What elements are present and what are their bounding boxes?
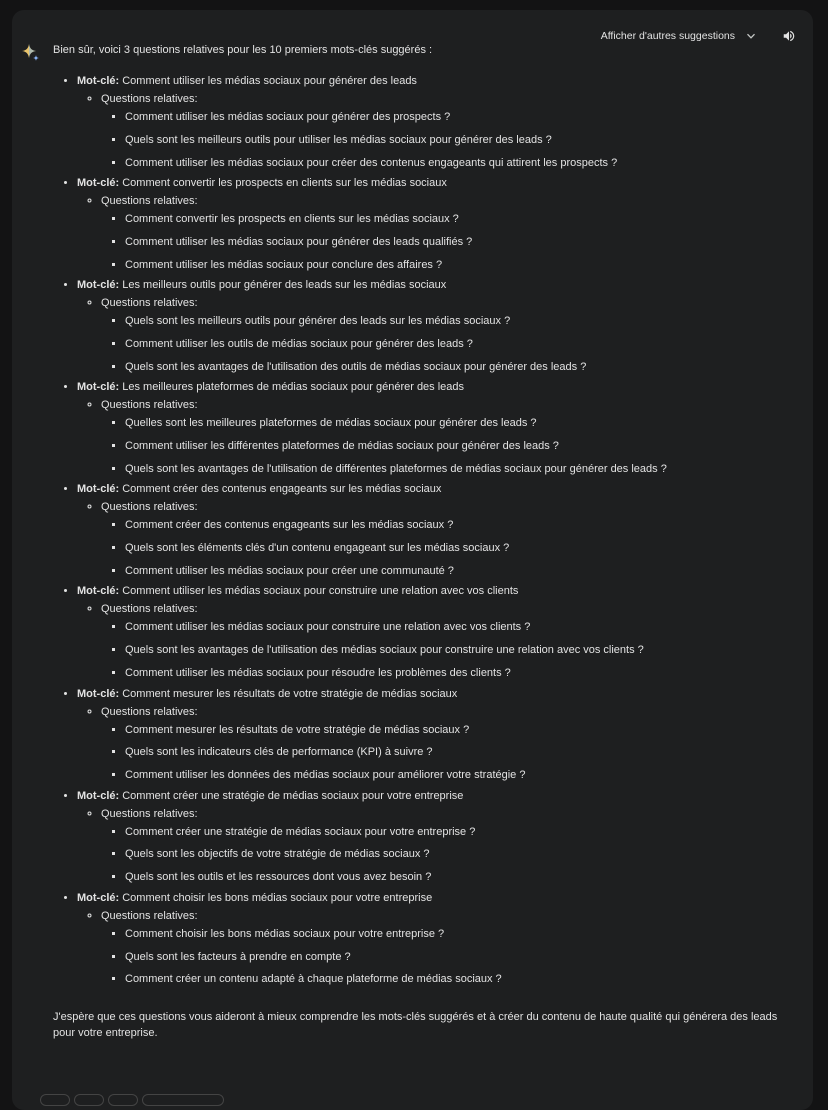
related-questions-group	[77, 807, 793, 886]
question-item: ▪ Comment utiliser les médias sociaux pour résoudre les problèmes des clients ?	[125, 666, 793, 681]
keyword-text: Les meilleurs outils pour générer des leads sur les médias sociaux	[122, 279, 447, 292]
keyword-item	[77, 789, 793, 886]
related-questions-group	[77, 500, 793, 579]
related-questions-group	[77, 909, 793, 988]
question-item: ▪ Quels sont les facteurs à prendre en compte ?	[125, 950, 793, 965]
keyword-text: Comment utiliser les médias sociaux pour construire une relation avec vos clients	[122, 585, 519, 598]
show-more-suggestions-button[interactable]	[595, 28, 763, 44]
related-questions	[101, 194, 793, 273]
question-item: ▪ Quels sont les avantages de l'utilisation des outils de médias sociaux pour générer des leads ?	[125, 360, 793, 375]
share-button[interactable]	[142, 1094, 224, 1106]
question-list	[101, 212, 793, 273]
question-item: ▪ Quels sont les meilleurs outils pour utiliser les médias sociaux pour générer des leads ?	[125, 133, 793, 148]
related-questions	[101, 602, 793, 681]
related-questions-label: Questions relatives:	[101, 705, 198, 718]
show-more-suggestions-label: Afficher d'autres suggestions	[600, 30, 735, 42]
keyword-text: Comment créer une stratégie de médias sociaux pour votre entreprise	[122, 789, 464, 802]
keyword-item	[77, 482, 793, 579]
question-list	[101, 825, 793, 886]
question-item: ▪ Comment utiliser les médias sociaux pour générer des leads qualifiés ?	[125, 235, 793, 250]
thumbs-down-button[interactable]	[74, 1094, 104, 1106]
keyword-prefix: Mot-clé:	[77, 789, 120, 802]
response-actions	[40, 1094, 224, 1106]
chevron-down-icon	[745, 30, 757, 42]
question-item: ▪ Quels sont les objectifs de votre stratégie de médias sociaux ?	[125, 847, 793, 862]
question-list	[101, 110, 793, 171]
keyword-item	[77, 278, 793, 375]
keyword-item	[77, 176, 793, 273]
related-questions-label: Questions relatives:	[101, 501, 198, 514]
keyword-prefix: Mot-clé:	[77, 687, 120, 700]
question-item: ▪ Comment utiliser les médias sociaux pour créer des contenus engageants qui attirent les prospects ?	[125, 156, 793, 171]
related-questions-label: Questions relatives:	[101, 93, 198, 105]
related-questions-label: Questions relatives:	[101, 399, 198, 412]
keyword-item	[77, 687, 793, 784]
question-item: ▪ Comment créer un contenu adapté à chaque plateforme de médias sociaux ?	[125, 972, 793, 987]
question-item: ▪ Comment utiliser les médias sociaux pour construire une relation avec vos clients ?	[125, 620, 793, 635]
related-questions-label: Questions relatives:	[101, 807, 198, 820]
keyword-text: Comment convertir les prospects en clients sur les médias sociaux	[122, 177, 447, 190]
question-item: ▪ Comment utiliser les médias sociaux pour créer une communauté ?	[125, 564, 793, 579]
keyword-item	[77, 891, 793, 988]
response-content	[53, 43, 793, 1041]
keyword-prefix: Mot-clé:	[77, 75, 120, 87]
related-questions-group	[77, 705, 793, 784]
keyword-line	[77, 687, 793, 702]
related-questions-group	[77, 194, 793, 273]
keyword-line	[77, 482, 793, 497]
keyword-line	[77, 278, 793, 293]
question-item: ▪ Quels sont les éléments clés d'un contenu engageant sur les médias sociaux ?	[125, 541, 793, 556]
question-list	[101, 518, 793, 579]
keyword-text: Comment choisir les bons médias sociaux pour votre entreprise	[122, 891, 433, 904]
gemini-sparkle-icon	[21, 43, 41, 63]
question-item: ▪ Comment créer des contenus engageants sur les médias sociaux ?	[125, 518, 793, 533]
keyword-line	[77, 176, 793, 191]
question-item: ▪ Comment créer une stratégie de médias sociaux pour votre entreprise ?	[125, 825, 793, 840]
related-questions-group	[77, 398, 793, 477]
question-list	[101, 927, 793, 988]
keyword-line	[77, 380, 793, 395]
question-item: ▪ Comment utiliser les outils de médias sociaux pour générer des leads ?	[125, 337, 793, 352]
question-item: ▪ Comment mesurer les résultats de votre stratégie de médias sociaux ?	[125, 723, 793, 738]
keyword-text: Les meilleures plateformes de médias sociaux pour générer des leads	[122, 381, 465, 394]
keyword-prefix: Mot-clé:	[77, 585, 120, 598]
question-list	[101, 314, 793, 375]
keyword-text: Comment créer des contenus engageants sur les médias sociaux	[122, 483, 442, 496]
keyword-text: Comment mesurer les résultats de votre stratégie de médias sociaux	[122, 687, 458, 700]
keyword-item	[77, 74, 793, 171]
question-list	[101, 416, 793, 477]
question-item: ▪ Comment choisir les bons médias sociaux pour votre entreprise ?	[125, 927, 793, 942]
related-questions	[101, 909, 793, 988]
related-questions	[101, 296, 793, 375]
related-questions	[101, 807, 793, 886]
keyword-prefix: Mot-clé:	[77, 177, 120, 190]
question-item: ▪ Comment utiliser les données des médias sociaux pour améliorer votre stratégie ?	[125, 768, 793, 783]
keyword-prefix: Mot-clé:	[77, 483, 120, 496]
question-item: ▪ Quels sont les meilleurs outils pour générer des leads sur les médias sociaux ?	[125, 314, 793, 329]
response-card	[12, 10, 813, 1110]
related-questions	[101, 705, 793, 784]
question-item: ▪ Quels sont les indicateurs clés de performance (KPI) à suivre ?	[125, 745, 793, 760]
keyword-text: Comment utiliser les médias sociaux pour générer des leads	[122, 75, 417, 87]
related-questions-label: Questions relatives:	[101, 909, 198, 922]
response-outro: J'espère que ces questions vous aideront à mieux comprendre les mots-clés suggérés et à créer du contenu de haute qualité qui générera des leads pour votre entreprise.	[53, 1011, 778, 1039]
related-questions-label: Questions relatives:	[101, 297, 198, 310]
keyword-prefix: Mot-clé:	[77, 279, 120, 292]
question-item: ▪ Comment utiliser les médias sociaux pour générer des prospects ?	[125, 110, 793, 125]
keyword-line	[77, 584, 793, 599]
related-questions-group	[77, 92, 793, 171]
question-item: ▪ Comment utiliser les différentes plateformes de médias sociaux pour générer des leads ?	[125, 439, 793, 454]
question-item: ▪ Comment convertir les prospects en clients sur les médias sociaux ?	[125, 212, 793, 227]
modify-response-button[interactable]	[108, 1094, 138, 1106]
related-questions-group	[77, 296, 793, 375]
question-list	[101, 620, 793, 681]
thumbs-up-button[interactable]	[40, 1094, 70, 1106]
related-questions	[101, 500, 793, 579]
related-questions-label: Questions relatives:	[101, 195, 198, 208]
keyword-item	[77, 380, 793, 477]
keyword-line	[77, 74, 793, 89]
question-item: ▪ Comment utiliser les médias sociaux pour conclure des affaires ?	[125, 258, 793, 273]
question-item: ▪ Quels sont les outils et les ressources dont vous avez besoin ?	[125, 870, 793, 885]
related-questions	[101, 398, 793, 477]
question-item: ▪ Quels sont les avantages de l'utilisation des médias sociaux pour construire une relation avec vos clients ?	[125, 643, 793, 658]
related-questions-label: Questions relatives:	[101, 603, 198, 616]
question-item: ▪ Quelles sont les meilleures plateformes de médias sociaux pour générer des leads ?	[125, 416, 793, 431]
volume-icon	[782, 29, 796, 43]
related-questions-group	[77, 602, 793, 681]
keyword-line	[77, 789, 793, 804]
keyword-line	[77, 891, 793, 906]
question-list	[101, 723, 793, 784]
keyword-prefix: Mot-clé:	[77, 381, 120, 394]
related-questions	[101, 92, 793, 171]
question-item: ▪ Quels sont les avantages de l'utilisation de différentes plateformes de médias sociaux pour générer des leads ?	[125, 462, 793, 477]
response-intro: Bien sûr, voici 3 questions relatives pour les 10 premiers mots-clés suggérés :	[53, 44, 433, 56]
keyword-list	[53, 74, 793, 987]
keyword-prefix: Mot-clé:	[77, 891, 120, 904]
keyword-item	[77, 584, 793, 681]
